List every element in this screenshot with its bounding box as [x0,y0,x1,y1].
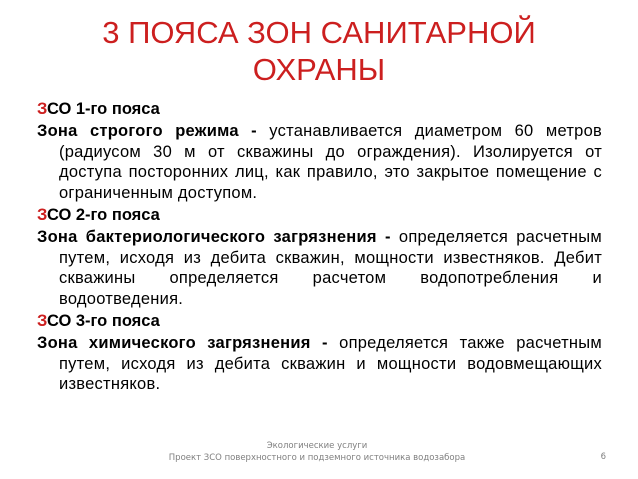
zone-1-heading-text: СО 1-го пояса [46,100,160,118]
zone-2-description-text: определяется расчетным путем, исходя из дебита скважин, мощности известняков. Дебит скважины определяется расчетом водопотребления и водоотведения. [59,228,602,308]
zone-2-heading-text: СО 2-го пояса [46,206,160,224]
zone-3-description [37,333,602,395]
zone-3-heading-text: СО 3-го пояса [46,312,160,330]
zone-2-heading [37,205,602,225]
zone-2-dash: - [376,228,399,246]
slide-title-line-2: ОХРАНЫ [252,52,386,87]
zone-3-dash: - [310,334,340,352]
zone-1-description-text: устанавливается диаметром 60 метров (радиусом 30 м от скважины до ограждения). Изолируется от доступа посторонних лиц, как правило, это закрытое помещение с ограниченным доступом. [59,122,603,202]
footer-line-1: Экологические услуги [266,441,368,451]
zone-1-heading-initial: З [37,100,47,118]
zone-3-description-text: определяется также расчетным путем, исходя из дебита скважин и мощности водовмещающих известняков. [59,334,602,393]
footer-line-2: Проект ЗСО поверхностного и подземного источника водозабора [168,453,466,463]
page-number: 6 [600,452,606,462]
zone-3-name: Зона химического загрязнения [37,334,311,352]
slide-footer [150,440,484,464]
slide-title [60,14,578,88]
zone-2-description [37,227,602,309]
zone-2-heading-initial: З [37,206,47,224]
slide-content [37,99,602,397]
zone-3-heading-initial: З [37,312,47,330]
zone-2-name: Зона бактериологического загрязнения [37,228,377,246]
zone-1-description [37,121,602,203]
zone-1-name: Зона строгого режима [37,122,239,140]
zone-1-dash: - [238,122,270,140]
slide-title-line-1: 3 ПОЯСА ЗОН САНИТАРНОЙ [102,15,536,50]
zone-1-heading [37,99,602,119]
zone-3-heading [37,311,602,331]
